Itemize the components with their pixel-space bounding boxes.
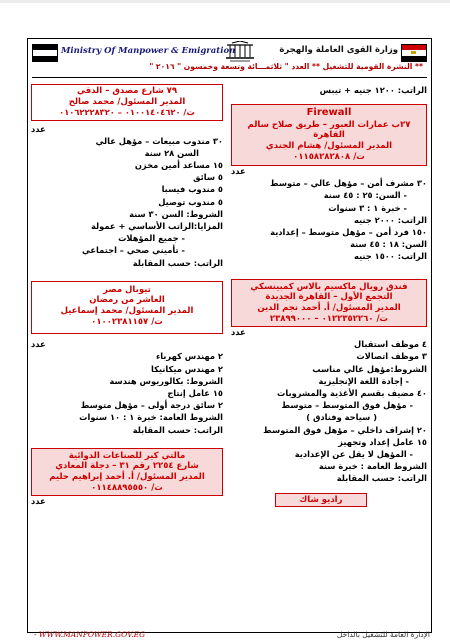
job-list [231,338,427,484]
salary-line: الراتب: ١٢٠٠ جنيه + تيبس [319,85,427,95]
company-city: القاهرة [313,130,345,141]
egypt-flag-icon [401,44,427,62]
company-box-tubal [31,281,223,335]
list-item: ٣ موظف اتصالات [356,351,427,362]
list-item: ١٥ عامل إعداد وتجهيز [338,436,427,447]
company-address: ٧٩ شارع مصدق – الدقي [76,86,178,96]
company-phone: ت/ ٠١٠٠١٤٠٤٦٢٠ – ٠١٠٦٢٢٢٨٣٢٠ [59,107,195,118]
company-address: العاشر من رمضان [89,295,165,306]
list-item: السن: ١٨ : ٤٥ سنة [350,239,427,250]
job-list [31,135,223,269]
list-item: ١٥ عامل إنتاج [167,387,223,398]
list-item: ٢٠ إشراف داخلي – مؤهل فوق المتوسط [263,424,427,435]
footer-department: الإدارة العامة للتشغيل بالداخل [336,630,430,639]
company-manager: المدير المسئول/ أ. أحمد إبراهيم حليم [49,472,205,483]
footer-website-link[interactable]: - WWW.MANPOWER.GOV.EG [34,630,146,639]
right-column [231,84,427,507]
company-address: شارع ٢٢٥٤ رقم ٣١ – دجلة المعادي [55,461,199,472]
bulletin-title: ** النشرة القومية للتشغيل ** العدد " ثلاثمـــائة وتسعة وخمسون " ٢٠١٦ " [149,62,423,71]
company-name: Firewall [306,107,352,119]
company-name: راديو شاك [299,494,343,505]
list-item: - المؤهل لا يقل عن الإعدادية [294,448,413,459]
list-item: ٥ مندوب فيسبا [161,184,223,195]
company-box-dokki [31,84,223,121]
list-item: - إجادة اللغة الإنجليزية [318,375,409,386]
list-item: الراتب: حسب المقابلة [132,257,223,268]
company-box-multicare [31,448,223,497]
list-item: ٢ سائق درجة أولى – مؤهل متوسط [80,400,223,411]
bulletin-page [27,38,432,633]
company-manager: المدير المسئول/ محمد إسماعيل [60,306,194,317]
list-item: ٤٠ مضيف بقسم الأغذية والمشروبات [277,387,427,398]
company-manager: المدير المسئول/ أ. أحمد نجم الدين [257,302,401,313]
list-item: السن ٢٨ سنة [144,147,199,158]
list-item: الشروط: بكالوريوس هندسة [109,375,223,386]
company-address: ٢٧ب عمارات العبور – طريق صلاح سالم [247,119,411,130]
top-rule [0,0,450,3]
list-item: المزايا:الراتب الأساسي + عمولة [91,221,223,232]
list-item: ٣٠ مشرف أمن – مؤهل عالي – متوسط [269,178,427,189]
list-item: الشروط:مؤهل عالي مناسب [312,363,427,374]
list-item: - مؤهل فوق المتوسط – متوسط [281,400,413,411]
company-phone: ت/ ٠١٠٠٢٣٨١١٥٧ [91,316,163,327]
list-item: ٣٠ مندوب مبيعات – مؤهل عالي [95,135,223,146]
company-phone: ت/ ٠١١٥٨٢٨٢٨٠٨ [293,151,365,162]
ministry-name-arabic: وزارة القوى العاملة والهجرة [279,45,398,55]
list-item: - خبرة ١ : ٣ سنوات [328,202,407,213]
list-item: - السن: ٢٥ : ٤٥ سنة [323,190,407,201]
list-item: ٤ موظف استقبال [354,339,427,350]
list-item: ١٥٠ فرد أمن – مؤهل متوسط – إعدادية [270,227,427,238]
list-item: الشروط العامة : خبرة سنة [318,461,427,472]
ministry-name-english: Ministry Of Manpower & Emigration [61,46,236,56]
company-manager: المدير المسئول/ هشام الجندي [265,140,393,151]
company-name: فندق رويال ماكسيم بالاس كمبينسكي [250,281,408,292]
company-name: مالتي كير للصناعات الدوائية [68,450,186,461]
company-name: تيوبال مصر [103,284,151,295]
list-item: الراتب: ١٥٠٠ جنيه [353,251,427,262]
firewall-company-box [231,104,427,166]
list-item: ٢ مهندس ميكانيكا [150,363,223,374]
company-phone: ت/ ٠١٢٢٣٥٢٢٦٠ – ٢٣٨٩٩٠٠٠ [269,313,389,324]
job-list [231,177,427,262]
list-item: الشروط العامة: خبرة ١ : ١٠ سنوات [79,412,223,423]
left-column [31,84,223,507]
list-item: ٢ مهندس كهرباء [155,351,223,362]
count-label: عدد [31,123,46,134]
company-phone: ت/ ٠١١٤٨٨٩٥٥٥٠ [91,482,163,493]
list-item: - جميع المؤهلات [118,233,185,244]
count-label: عدد [31,496,46,507]
flag-icon [32,44,58,62]
list-item: ٥ سائق [193,172,223,183]
list-item: ١٥ مساعد أمين مخزن [134,160,223,171]
company-address: التجمع الأول – القاهرة الجديدة [265,292,393,303]
count-label: عدد [31,339,46,350]
radio-shack-box [275,493,367,508]
list-item: الشروط: السن ٣٠ سنة [129,208,223,219]
list-item: ( سياحة وفنادق ) [306,412,377,423]
count-label: عدد [231,166,246,177]
list-item: ٥ مندوب توصيل [158,196,223,207]
list-item: الراتب: حسب المقابلة [132,424,223,435]
job-list [31,350,223,435]
hotel-company-box [231,279,427,328]
list-item: الراتب: ٢٠٠٠ جنيه [353,214,427,225]
company-manager: المدير المسئول/ محمد صالح [68,96,186,107]
header-divider [32,77,427,78]
list-item: الراتب: حسب المقابلة [336,473,427,484]
list-item: - تأميني صحي – اجتماعي [81,245,185,256]
count-label: عدد [231,327,246,338]
ministry-logo-icon [224,41,256,63]
